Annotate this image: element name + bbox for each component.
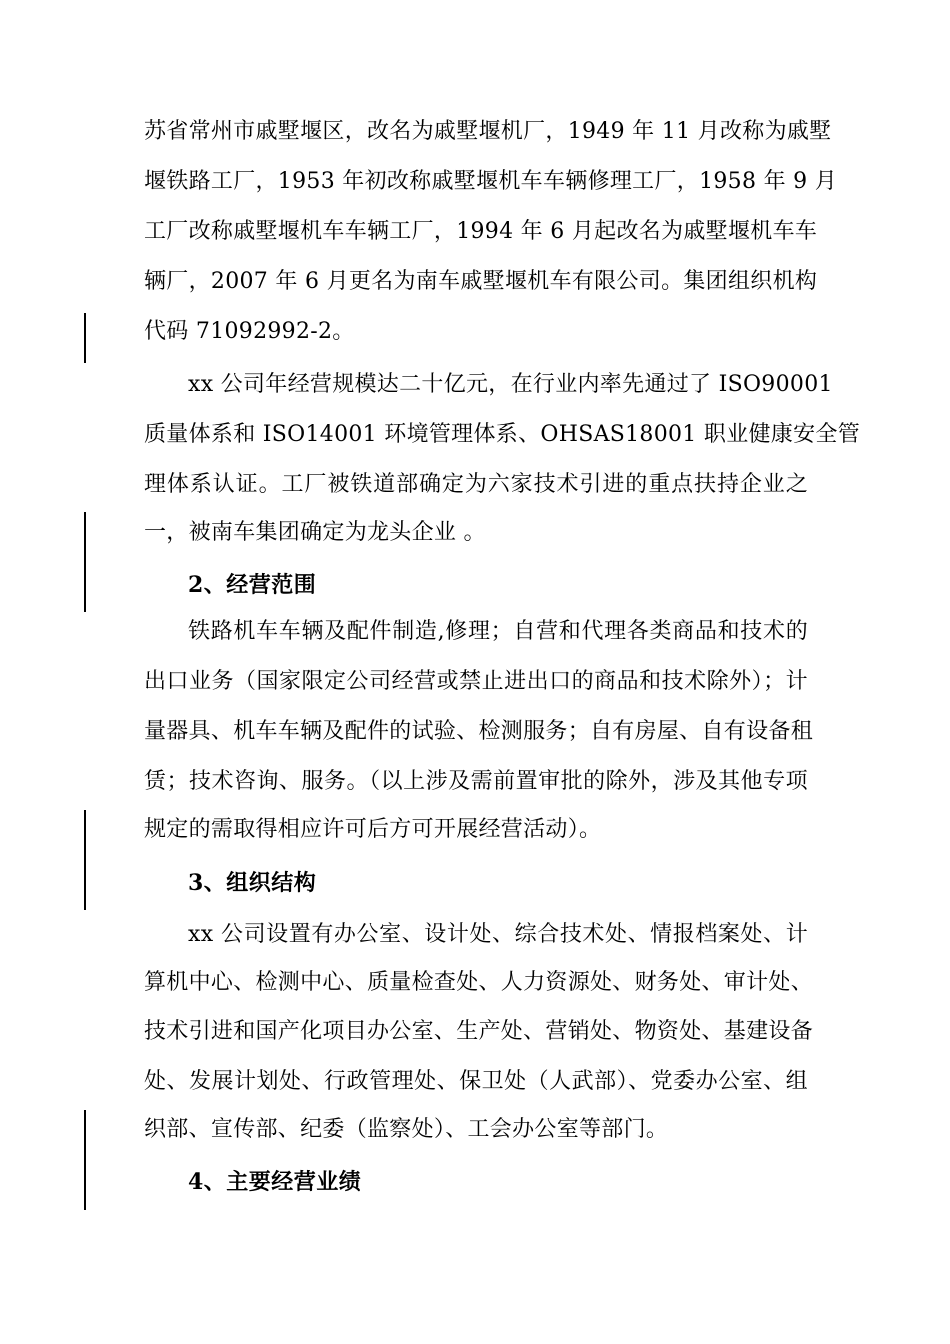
paragraph-4-line-4: 处、发展计划处、行政管理处、保卫处（人武部）、党委办公室、组 [144,1069,808,1094]
paragraph-4-line-2: 算机中心、检测中心、质量检查处、人力资源处、财务处、审计处、 [144,970,814,995]
paragraph-2-line-1: xx 公司年经营规模达二十亿元，在行业内率先通过了 ISO90001 [188,372,833,397]
paragraph-4-line-5: 织部、宣传部、纪委（监察处）、工会办公室等部门。 [144,1117,669,1142]
section-heading-4: 4、主要经营业绩 [188,1169,362,1195]
margin-change-bar [84,313,86,363]
paragraph-3-line-2: 出口业务（国家限定公司经营或禁止进出口的商品和技术除外）；计 [144,669,808,694]
margin-change-bar [84,860,86,910]
paragraph-1-line-1: 苏省常州市戚墅堰区，改名为戚墅堰机厂，1949 年 11 月改称为戚墅 [144,119,832,144]
paragraph-3-line-1: 铁路机车车辆及配件制造,修理；自营和代理各类商品和技术的 [188,619,808,644]
paragraph-2-line-4: 一，被南车集团确定为龙头企业 。 [144,520,486,545]
paragraph-3-line-3: 量器具、机车车辆及配件的试验、检测服务；自有房屋、自有设备租 [144,719,814,744]
margin-change-bar [84,512,86,562]
margin-change-bar [84,1110,86,1160]
margin-change-bar [84,562,86,612]
paragraph-4-line-1: xx 公司设置有办公室、设计处、综合技术处、情报档案处、计 [188,922,808,947]
paragraph-3-line-4: 赁；技术咨询、服务。（以上涉及需前置审批的除外，涉及其他专项 [144,769,808,794]
paragraph-2-line-3: 理体系认证。工厂被铁道部确定为六家技术引进的重点扶持企业之 [144,472,808,497]
paragraph-1-line-4: 辆厂，2007 年 6 月更名为南车戚墅堰机车有限公司。集团组织机构 [144,269,818,294]
paragraph-1-line-5: 代码 71092992-2。 [144,319,355,344]
section-heading-2: 2、经营范围 [188,572,317,598]
paragraph-3-line-5: 规定的需取得相应许可后方可开展经营活动）。 [144,817,602,842]
margin-change-bar [84,1160,86,1210]
paragraph-4-line-3: 技术引进和国产化项目办公室、生产处、营销处、物资处、基建设备 [144,1019,814,1044]
margin-change-bar [84,810,86,860]
paragraph-2-line-2: 质量体系和 ISO14001 环境管理体系、OHSAS18001 职业健康安全管 [144,422,861,447]
section-heading-3: 3、组织结构 [188,870,317,896]
paragraph-1-line-2: 堰铁路工厂，1953 年初改称戚墅堰机车车辆修理工厂，1958 年 9 月 [144,169,838,194]
paragraph-1-line-3: 工厂改称戚墅堰机车车辆工厂，1994 年 6 月起改名为戚墅堰机车车 [144,219,818,244]
